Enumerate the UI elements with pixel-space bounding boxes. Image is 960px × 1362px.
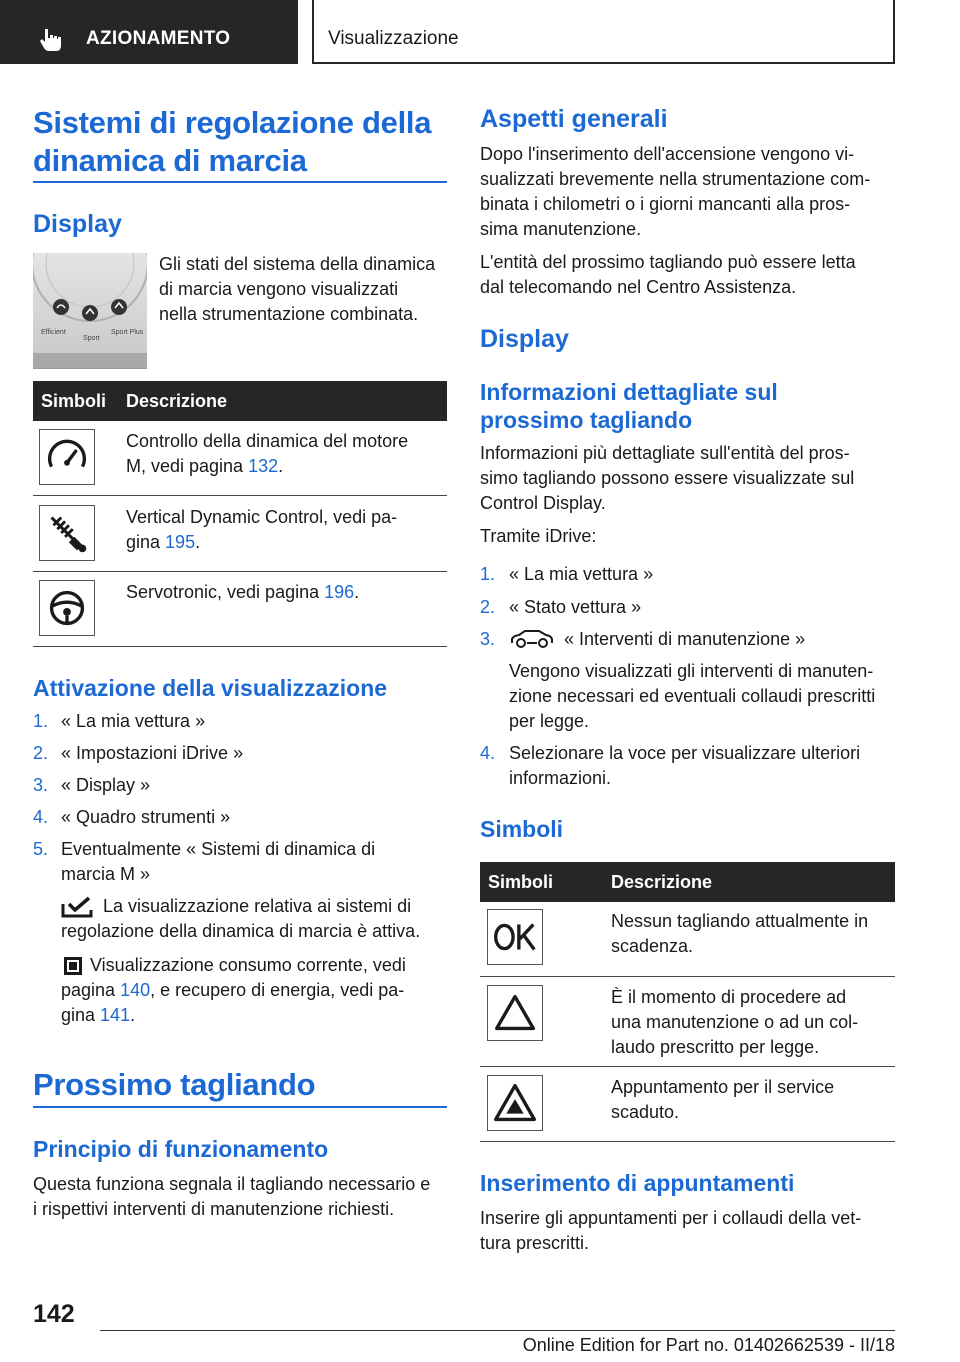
step-number: 3.: [33, 775, 49, 795]
activation-step-4: « Quadro strumenti »: [61, 807, 231, 827]
table-row-servotronic-text: Servotronic, vedi pagina 196.: [126, 582, 360, 602]
principle-heading: Principio di funzionamento: [33, 1136, 329, 1162]
table-divider: [33, 495, 447, 496]
step-number: 4.: [480, 743, 496, 763]
activation-heading: Attivazione della visualizzazione: [33, 675, 388, 701]
thumb-label-sport: Sport: [83, 335, 100, 342]
activation-step-3: « Display »: [61, 775, 151, 795]
check-note: La visualizzazione relativa ai sistemi di regolazione della dinamica di marcia è attiva.: [61, 896, 421, 941]
display-heading: Display: [33, 210, 122, 238]
ok-icon: [487, 909, 543, 965]
header-subsection-tab: [312, 0, 895, 64]
hand-pointer-icon: [38, 26, 64, 52]
display-text: Gli stati del sistema della dinamica di marcia vengono visualizzati nella strumentazione combinata.: [159, 254, 436, 324]
step-number: 2.: [33, 743, 49, 763]
general-text-1: Dopo l'inserimento dell'accensione vengono vi- sualizzati brevemente nella strumentazione com- binata i chilometri o i giorni mancanti alla pros- sima manutenzione.: [480, 144, 871, 239]
service-title: Prossimo tagliando: [33, 1067, 316, 1102]
step-number: 2.: [480, 597, 496, 617]
header-section-tab: [0, 0, 298, 64]
table-divider: [480, 1066, 895, 1067]
step-number: 5.: [33, 839, 49, 859]
drive-mode-thumbnail: [33, 253, 147, 369]
thumb-label-efficient: Efficient: [41, 329, 66, 336]
service-step-3: « Interventi di manutenzione »: [564, 629, 806, 649]
symbols-heading: Simboli: [480, 816, 564, 842]
detail-text: Informazioni più dettagliate sull'entità del pros- simo tagliando possono essere visualizzate sul Control Display.: [480, 443, 855, 513]
activation-step-2: « Impostazioni iDrive »: [61, 743, 244, 763]
table-row-warning-text: È il momento di procedere ad una manutenzione o ad un col- laudo prescritto per legge.: [611, 987, 859, 1057]
col-symbols: Simboli: [41, 391, 107, 411]
dynamics-table-header: [33, 381, 447, 421]
appointments-heading: Inserimento di appuntamenti: [480, 1170, 795, 1196]
header-subsection-label: Visualizzazione: [328, 28, 459, 49]
step-number: 3.: [480, 629, 496, 649]
activation-step-1: « La mia vettura »: [61, 711, 206, 731]
suspension-icon: [39, 505, 95, 561]
header-section-label: AZIONAMENTO: [86, 28, 231, 49]
detail-heading: Informazioni dettagliate sul prossimo tagliando: [480, 379, 778, 433]
service-step-3-detail: Vengono visualizzati gli interventi di manuten- zione necessari ed eventuali collaudi prescritti per legge.: [509, 661, 876, 731]
page-link-132[interactable]: 132: [248, 456, 279, 476]
service-overdue-icon: [487, 1075, 543, 1131]
right-display-heading: Display: [480, 325, 569, 353]
service-step-4: Selezionare la voce per visualizzare ulteriori informazioni.: [509, 743, 861, 788]
idrive-label: Tramite iDrive:: [480, 526, 597, 546]
page-title: Sistemi di regolazione della dinamica di marcia: [33, 105, 432, 178]
page-link-140[interactable]: 140: [120, 980, 151, 1000]
title-rule: [33, 181, 447, 183]
table-divider: [480, 1141, 895, 1142]
page-link-141[interactable]: 141: [100, 1005, 131, 1025]
gauge-icon: [39, 429, 95, 485]
table-divider: [33, 571, 447, 572]
page-link-195[interactable]: 195: [165, 532, 196, 552]
principle-text: Questa funziona segnala il tagliando necessario e i rispettivi interventi di manutenzione richiesti.: [33, 1174, 431, 1219]
col-description: Descrizione: [611, 872, 713, 892]
table-row-gauge-text: Controllo della dinamica del motore M, vedi pagina 132.: [126, 431, 409, 476]
service-table-header: [480, 862, 895, 902]
warning-triangle-icon: [487, 985, 543, 1041]
col-description: Descrizione: [126, 391, 228, 411]
col-symbols: Simboli: [488, 872, 554, 892]
table-row-vdc-text: Vertical Dynamic Control, vedi pa- gina 195.: [126, 507, 398, 552]
table-divider: [33, 646, 447, 647]
page-number: 142: [33, 1300, 75, 1328]
box-note: Visualizzazione consumo corrente, vedi pagina 140, e recupero di energia, vedi pa- gina 141.: [61, 955, 406, 1025]
general-text-2: L'entità del prossimo tagliando può essere letta dal telecomando nel Centro Assistenza.: [480, 252, 856, 297]
service-title-rule: [33, 1106, 447, 1108]
table-row-overdue-text: Appuntamento per il service scaduto.: [611, 1077, 835, 1122]
step-number: 1.: [480, 564, 496, 584]
car-icon: [509, 628, 555, 650]
service-step-2: « Stato vettura »: [509, 597, 642, 617]
table-divider: [480, 976, 895, 977]
step-number: 4.: [33, 807, 49, 827]
page-link-196[interactable]: 196: [324, 582, 355, 602]
activation-step-5: Eventualmente « Sistemi di dinamica di marcia M »: [61, 839, 376, 884]
edition-text: Online Edition for Part no. 01402662539 - II/18: [522, 1335, 895, 1355]
footer-rule: [100, 1330, 895, 1331]
steering-wheel-icon: [39, 580, 95, 636]
table-row-ok-text: Nessun tagliando attualmente in scadenza.: [611, 911, 869, 956]
appointments-text: Inserire gli appuntamenti per i collaudi della vet- tura prescritti.: [480, 1208, 862, 1253]
general-heading: Aspetti generali: [480, 105, 668, 133]
service-step-1: « La mia vettura »: [509, 564, 654, 584]
thumb-label-sport-plus: Sport Plus: [111, 329, 144, 336]
step-number: 1.: [33, 711, 49, 731]
